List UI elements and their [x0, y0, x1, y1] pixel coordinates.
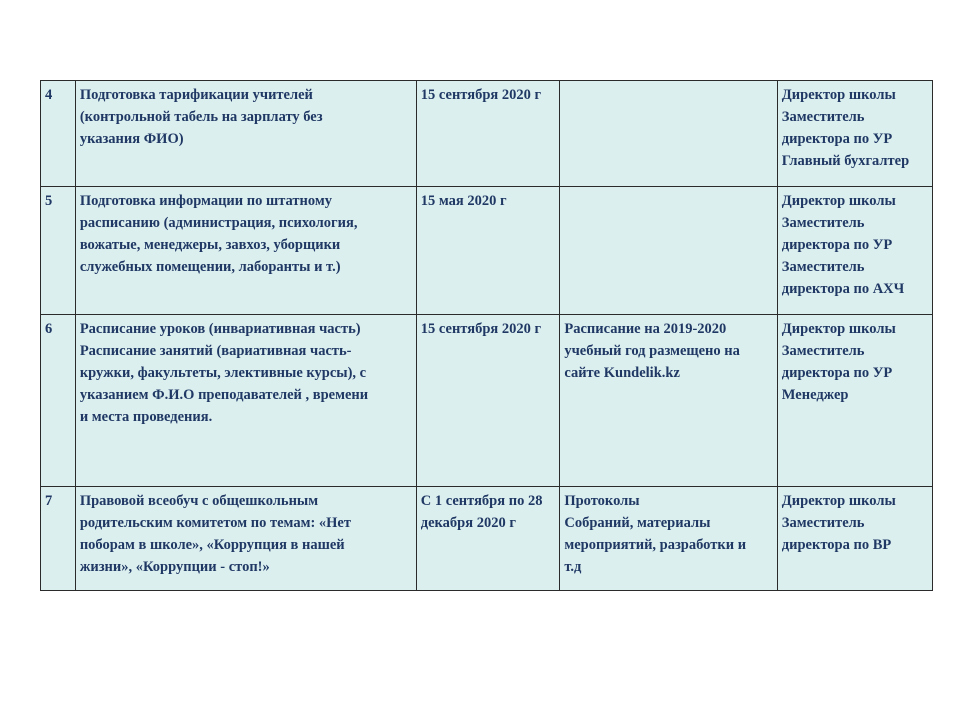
task-cell: Подготовка информации по штатному расписанию (администрация, психология, вожатые, менеджеры, завхоз, уборщики служебных помещении, лаборанты и т.)	[75, 187, 416, 315]
date-cell: 15 сентября 2020 г	[416, 81, 560, 187]
result-cell: Расписание на 2019-2020 учебный год размещено на сайте Kundelik.kz	[560, 315, 777, 487]
date-cell: 15 мая 2020 г	[416, 187, 560, 315]
responsible-cell: Директор школы Заместитель директора по УР Главный бухгалтер	[777, 81, 932, 187]
result-cell	[560, 187, 777, 315]
date-cell: 15 сентября 2020 г	[416, 315, 560, 487]
table-row	[41, 187, 933, 315]
plan-table	[40, 80, 933, 591]
table-row	[41, 315, 933, 487]
row-number: 6	[41, 315, 76, 487]
responsible-cell: Директор школы Заместитель директора по УР Заместитель директора по АХЧ	[777, 187, 932, 315]
row-number: 7	[41, 487, 76, 591]
table-row	[41, 487, 933, 591]
task-cell: Расписание уроков (инвариативная часть) Расписание занятий (вариативная часть- кружки, факультеты, элективные курсы), с указанием Ф.И.О преподавателей , времени и места проведения.	[75, 315, 416, 487]
date-cell: С 1 сентября по 28 декабря 2020 г	[416, 487, 560, 591]
result-cell	[560, 81, 777, 187]
responsible-cell: Директор школы Заместитель директора по УР Менеджер	[777, 315, 932, 487]
responsible-cell: Директор школы Заместитель директора по ВР	[777, 487, 932, 591]
task-cell: Правовой всеобуч с общешкольным родительским комитетом по темам: «Нет поборам в школе», «Коррупция в нашей жизни», «Коррупции - стоп!»	[75, 487, 416, 591]
task-cell: Подготовка тарификации учителей (контрольной табель на зарплату без указания ФИО)	[75, 81, 416, 187]
row-number: 5	[41, 187, 76, 315]
result-cell: Протоколы Собраний, материалы мероприятий, разработки и т.д	[560, 487, 777, 591]
table-row	[41, 81, 933, 187]
row-number: 4	[41, 81, 76, 187]
